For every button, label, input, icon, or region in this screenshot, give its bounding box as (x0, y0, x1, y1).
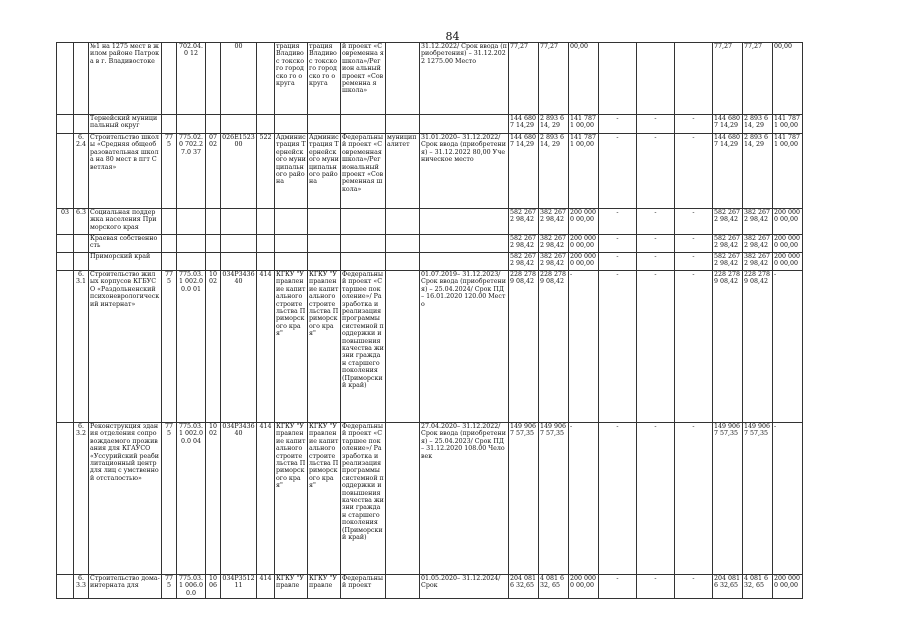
table-cell (162, 209, 177, 235)
table-cell: - (637, 134, 675, 209)
table-cell: 1002 (206, 271, 221, 423)
table-cell (308, 115, 341, 134)
table-cell: 200 000 0 00,00 (773, 235, 803, 253)
table-cell: 2 893 614, 29 (743, 134, 773, 209)
table-cell: 034Р3436 40 (221, 423, 257, 575)
table-cell: 03 (57, 209, 74, 235)
table-cell: 77,27 (743, 43, 773, 115)
table-cell (386, 253, 420, 271)
table-cell: 00 (221, 43, 257, 115)
table-cell (162, 253, 177, 271)
table-cell: 0702 (206, 134, 221, 209)
table-cell (57, 575, 74, 599)
table-cell (386, 115, 420, 134)
table-cell: 1006 (206, 575, 221, 599)
table-cell: 6.3.2 (74, 423, 89, 575)
table-cell: - (599, 575, 637, 599)
table-cell (341, 115, 386, 134)
table-cell: 228 278 9 08,42 (509, 271, 539, 423)
table-cell (57, 271, 74, 423)
table-cell: Строительство школы «Средняя общеобразовательная школа на 80 мест в пгт Светлая» (89, 134, 162, 209)
table-cell (162, 43, 177, 115)
table-row (57, 253, 803, 271)
table-cell: КГКУ "Управле (275, 575, 308, 599)
table-cell: - (675, 575, 713, 599)
table-cell: 141 787 1 00,00 (569, 115, 599, 134)
table-cell (308, 253, 341, 271)
table-cell: 200 000 0 00,00 (773, 209, 803, 235)
table-cell: КГКУ "Управле (308, 575, 341, 599)
table-cell: КГКУ "Управление капитального строительства Приморского края" (275, 423, 308, 575)
table-cell: Администрация Тернейского муниципального района (275, 134, 308, 209)
table-cell: 77,27 (713, 43, 743, 115)
table-cell: КГКУ "Управление капитального строительства Приморского края" (308, 271, 341, 423)
table-cell (257, 209, 275, 235)
table-cell (206, 209, 221, 235)
table-cell (386, 271, 420, 423)
table-cell: - (599, 115, 637, 134)
table-cell: 775.02.0 702.27.0 37 (177, 134, 206, 209)
table-cell: Строительство дома-интерната для (89, 575, 162, 599)
table-cell (257, 253, 275, 271)
table-cell: 034Р3436 40 (221, 271, 257, 423)
table-cell: 77,27 (509, 43, 539, 115)
table-cell (308, 235, 341, 253)
table-cell: 2 893 614, 29 (539, 115, 569, 134)
table-cell (74, 43, 89, 115)
table-cell: 382 267 2 98,42 (539, 235, 569, 253)
table-cell: 228 278 9 08,42 (713, 271, 743, 423)
table-cell: 6.3.3 (74, 575, 89, 599)
table-row (57, 209, 803, 235)
table-cell: 775 (162, 575, 177, 599)
table-cell: - (637, 423, 675, 575)
table-cell (162, 235, 177, 253)
table-cell (386, 209, 420, 235)
table-cell: - (599, 134, 637, 209)
table-cell: Администрация Тернейского муниципального района (308, 134, 341, 209)
table-cell: 200 000 0 00,00 (569, 253, 599, 271)
table-cell: - (599, 271, 637, 423)
table-cell (275, 209, 308, 235)
table-cell: 034Р3512 11 (221, 575, 257, 599)
table-cell: 31.01.2020– 31.12.2022/ Срок ввода (приобретения) – 31.12.2022 80,00 Ученическое место (420, 134, 509, 209)
table-cell: трация Владивос токского городско го округа (275, 43, 308, 115)
table-cell: й проект «Современна я школа»/Регион альный проект «Современна я школа» (341, 43, 386, 115)
table-cell (341, 235, 386, 253)
table-cell (420, 115, 509, 134)
table-cell (206, 253, 221, 271)
table-cell: 27.04.2020– 31.12.2022/ Срок ввода (приобретения) – 25.04.2023/ Срок ПД – 31.12.2020 108.00 Человек (420, 423, 509, 575)
table-cell: - (637, 115, 675, 134)
table-cell: 6.3.1 (74, 271, 89, 423)
table-cell (221, 115, 257, 134)
table-cell (308, 209, 341, 235)
table-cell: 01.05.2020– 31.12.2024/ Срок (420, 575, 509, 599)
table-cell: 2 893 614, 29 (743, 115, 773, 134)
table-cell: - (637, 575, 675, 599)
table-cell: 144 680 7 14,29 (713, 134, 743, 209)
table-cell: 141 787 1 00,00 (773, 115, 803, 134)
table-cell (162, 115, 177, 134)
table-cell: 582 267 2 98,42 (509, 235, 539, 253)
table-row (57, 134, 803, 209)
table-cell: 414 (257, 271, 275, 423)
table-cell: - (637, 271, 675, 423)
table-cell (221, 209, 257, 235)
table-cell: 4 081 632, 65 (743, 575, 773, 599)
table-cell: 582 267 2 98,42 (713, 235, 743, 253)
table-cell (341, 209, 386, 235)
table-cell: Строительство жилых корпусов КГБУСО «Раздольненский психоневрологический интернат» (89, 271, 162, 423)
table-cell (57, 253, 74, 271)
table-cell (57, 423, 74, 575)
table-cell: муниципалитет (386, 134, 420, 209)
table-cell: 775.03.1 002.00.0 04 (177, 423, 206, 575)
budget-table (56, 42, 803, 599)
table-cell: 382 267 2 98,42 (743, 235, 773, 253)
table-cell: Федеральный проект «Старшее поколение»/ Разработка и реализация программы системной поддержки и повышения качества жизни граждан старшего поколения (Приморский край) (341, 271, 386, 423)
table-cell: - (773, 423, 803, 575)
table-cell (257, 115, 275, 134)
table-cell (206, 43, 221, 115)
table-row (57, 115, 803, 134)
table-cell: 382 267 2 98,42 (539, 253, 569, 271)
table-cell (74, 235, 89, 253)
table-cell: 414 (257, 423, 275, 575)
table-row (57, 235, 803, 253)
table-cell (57, 134, 74, 209)
table-cell: 414 (257, 575, 275, 599)
table-cell (177, 235, 206, 253)
table-cell (177, 115, 206, 134)
table-cell: - (773, 271, 803, 423)
table-cell: - (675, 209, 713, 235)
table-cell: Реконструкция здания отделения сопровождаемого проживания для КГАУСО «Уссурийский реабилитационный центр для лиц с умственной отсталостью» (89, 423, 162, 575)
table-cell: 141 787 1 00,00 (569, 134, 599, 209)
table-cell: - (637, 209, 675, 235)
table-cell: Приморский край (89, 253, 162, 271)
table-cell: Социальная поддержка населения Приморского края (89, 209, 162, 235)
table-cell (57, 43, 74, 115)
table-cell (675, 43, 713, 115)
table-cell (637, 43, 675, 115)
table-cell: 01.07.2019– 31.12.2023/ Срок ввода (приобретения) – 25.04.2024/ Срок ПД – 16.01.2020 120.00 Место (420, 271, 509, 423)
table-cell: 144 680 7 14,29 (713, 115, 743, 134)
table-cell: 77,27 (539, 43, 569, 115)
table-cell: 775 (162, 134, 177, 209)
table-cell (341, 253, 386, 271)
table-cell: 382 267 2 98,42 (743, 253, 773, 271)
table-row (57, 575, 803, 599)
table-cell: 200 000 0 00,00 (569, 235, 599, 253)
table-cell (420, 253, 509, 271)
table-cell: Федеральный проект «Современная школа»/Региональный проект «Современная школа» (341, 134, 386, 209)
table-cell: 200 000 0 00,00 (773, 253, 803, 271)
table-cell: 228 278 9 08,42 (743, 271, 773, 423)
table-cell: 4 081 632, 65 (539, 575, 569, 599)
table-cell (206, 235, 221, 253)
table-cell: - (675, 115, 713, 134)
table-cell: 775 (162, 423, 177, 575)
table-cell: - (599, 253, 637, 271)
table-cell (257, 235, 275, 253)
table-cell: 382 267 2 98,42 (539, 209, 569, 235)
table-cell: 775 (162, 271, 177, 423)
table-cell: 582 267 2 98,42 (713, 209, 743, 235)
table-cell (420, 209, 509, 235)
table-cell: - (569, 271, 599, 423)
table-row (57, 423, 803, 575)
table-cell (275, 115, 308, 134)
table-cell: - (675, 253, 713, 271)
table-cell (275, 235, 308, 253)
table-cell: 144 680 7 14,29 (509, 115, 539, 134)
table-cell: 522 (257, 134, 275, 209)
table-cell (420, 235, 509, 253)
table-cell: - (675, 235, 713, 253)
table-cell (177, 209, 206, 235)
table-cell: - (599, 235, 637, 253)
table-cell: КГКУ "Управление капитального строительства Приморского края" (275, 271, 308, 423)
table-cell: - (675, 423, 713, 575)
table-cell: Краевая собственность (89, 235, 162, 253)
table-cell (206, 115, 221, 134)
table-cell (386, 575, 420, 599)
table-cell: 204 081 6 32,65 (713, 575, 743, 599)
table-cell (386, 43, 420, 115)
table-cell (57, 235, 74, 253)
table-cell: трация Владивос токского городско го округа (308, 43, 341, 115)
table-cell: 31.12.2022/ Срок ввода (приобретения) – 31.12.2022 1275.00 Место (420, 43, 509, 115)
table-cell (599, 43, 637, 115)
table-cell: 149 906 7 57,35 (509, 423, 539, 575)
table-cell: Тернейский муниципальный округ (89, 115, 162, 134)
table-cell (57, 115, 74, 134)
table-cell (275, 253, 308, 271)
table-cell: 00,00 (773, 43, 803, 115)
table-cell: 382 267 2 98,42 (743, 209, 773, 235)
page-number: 84 (445, 30, 460, 43)
table-cell: 6.2.4 (74, 134, 89, 209)
table-cell: 144 680 7 14,29 (509, 134, 539, 209)
table-cell: КГКУ "Управление капитального строительства Приморского края" (308, 423, 341, 575)
table-cell (74, 115, 89, 134)
table-cell (177, 253, 206, 271)
table-cell (257, 43, 275, 115)
table-cell: 775.03.1 006.00.0 (177, 575, 206, 599)
table-cell: 149 906 7 57,35 (539, 423, 569, 575)
table-cell: Федеральный проект (341, 575, 386, 599)
table-cell (386, 235, 420, 253)
table-cell: Федеральный проект «Старшее поколение»/ Разработка и реализация программы системной поддержки и повышения качества жизни граждан старшего поколения (Приморский край) (341, 423, 386, 575)
table-cell: - (675, 271, 713, 423)
table-cell: 026Е1523 00 (221, 134, 257, 209)
table-cell (74, 253, 89, 271)
table-cell: 200 000 0 00,00 (773, 575, 803, 599)
table-cell: 582 267 2 98,42 (713, 253, 743, 271)
table-cell: 00,00 (569, 43, 599, 115)
table-cell: 204 081 6 32,65 (509, 575, 539, 599)
table-row (57, 271, 803, 423)
table-cell: 2 893 614, 29 (539, 134, 569, 209)
table-cell: - (637, 253, 675, 271)
table-row (57, 43, 803, 115)
table-cell: 6.3 (74, 209, 89, 235)
table-cell: 582 267 2 98,42 (509, 253, 539, 271)
table-cell: 200 000 0 00,00 (569, 575, 599, 599)
table-cell: 149 906 7 57,35 (713, 423, 743, 575)
table-cell: - (599, 209, 637, 235)
table-cell (221, 235, 257, 253)
table-cell: №1 на 1275 мест в жилом районе Патрока в г. Владивостоке (89, 43, 162, 115)
table-cell: - (675, 134, 713, 209)
table-cell: 775.03.1 002.00.0 01 (177, 271, 206, 423)
table-cell: 1002 (206, 423, 221, 575)
table-cell: 702.04.0 12 (177, 43, 206, 115)
table-cell: 582 267 2 98,42 (509, 209, 539, 235)
table-cell: 149 906 7 57,35 (743, 423, 773, 575)
table-cell: - (637, 235, 675, 253)
table-cell (221, 253, 257, 271)
table-cell: 228 278 9 08,42 (539, 271, 569, 423)
table-cell (386, 423, 420, 575)
table-cell: 141 787 1 00,00 (773, 134, 803, 209)
table-cell: - (599, 423, 637, 575)
table-cell: 200 000 0 00,00 (569, 209, 599, 235)
table-cell: - (569, 423, 599, 575)
